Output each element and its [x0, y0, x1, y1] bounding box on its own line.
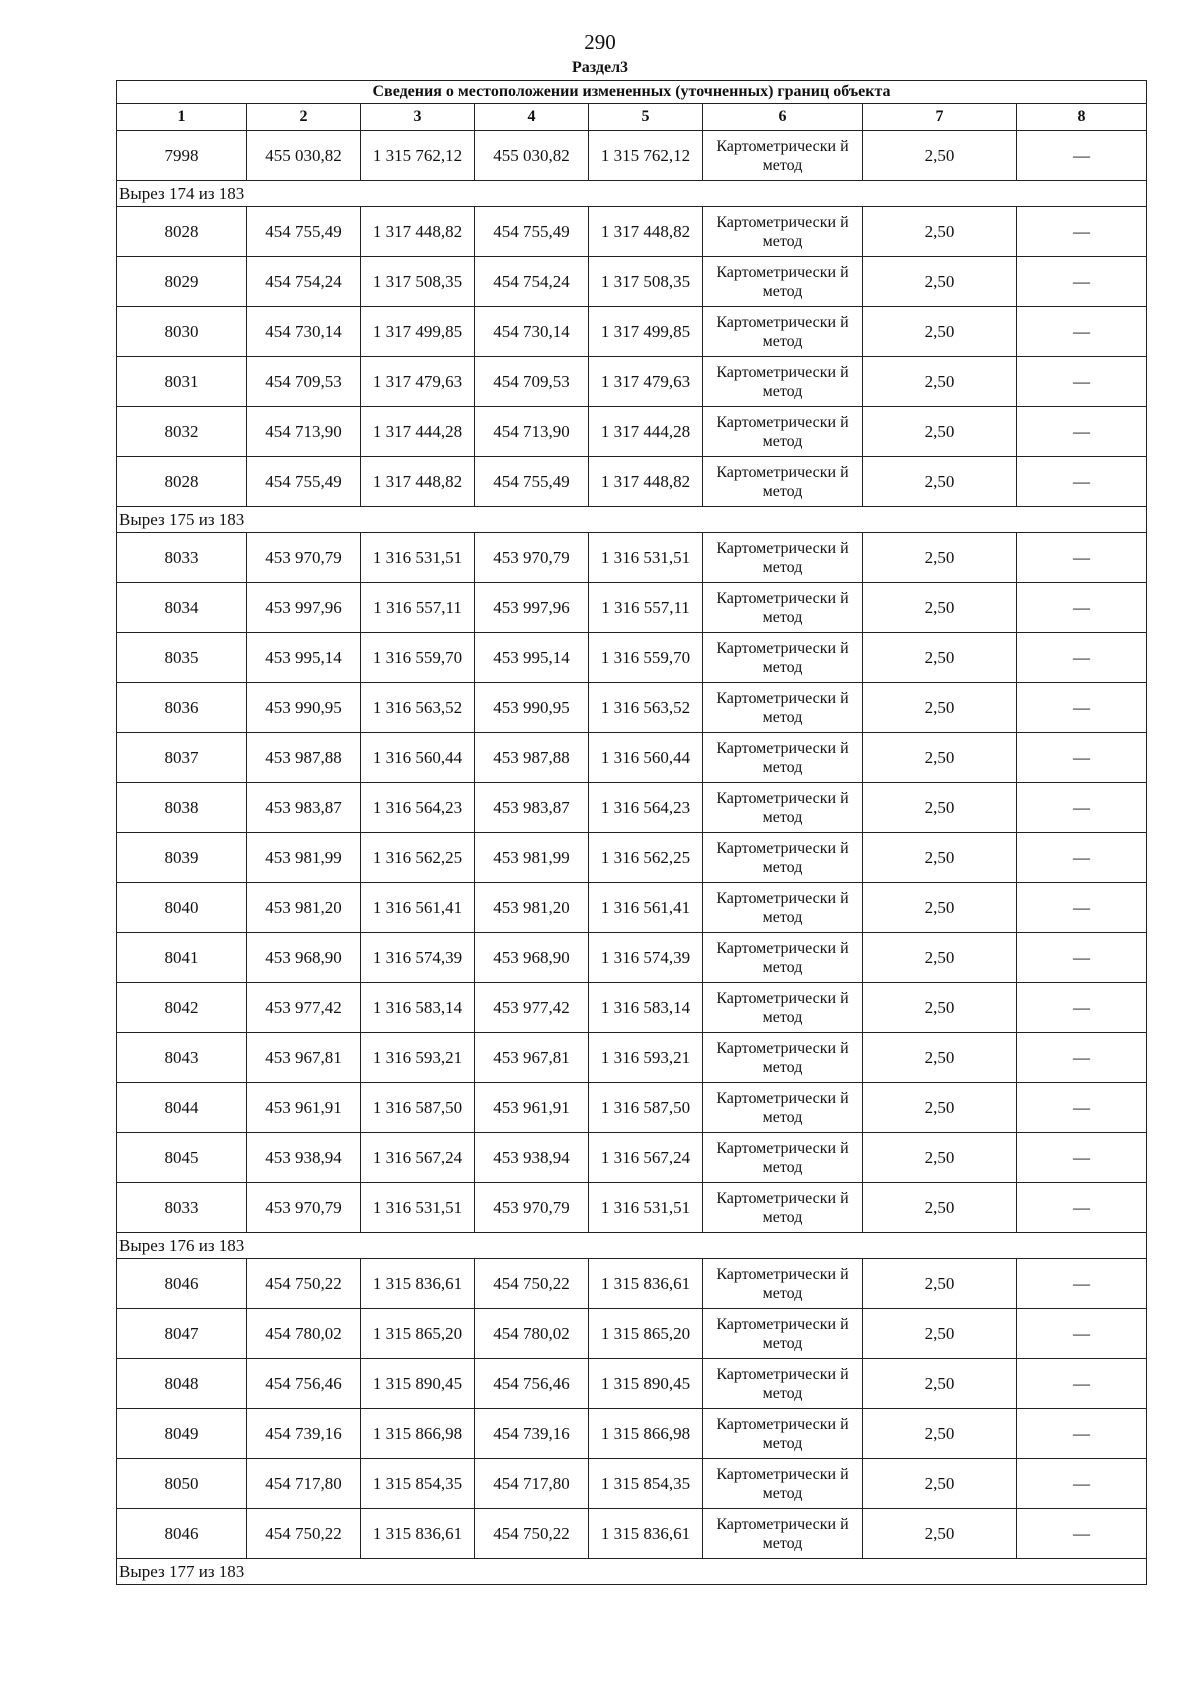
y-old-cell: 1 316 574,39: [361, 933, 475, 983]
x-old-cell: 454 756,46: [247, 1359, 361, 1409]
table-row: [117, 357, 1147, 407]
table-row: [117, 1033, 1147, 1083]
accuracy-cell: 2,50: [863, 1183, 1017, 1233]
y-new-cell: 1 317 444,28: [589, 407, 703, 457]
y-new-cell: 1 316 560,44: [589, 733, 703, 783]
x-old-cell: 453 967,81: [247, 1033, 361, 1083]
x-new-cell: 454 755,49: [475, 457, 589, 507]
y-old-cell: 1 315 854,35: [361, 1459, 475, 1509]
x-old-cell: 453 995,14: [247, 633, 361, 683]
x-new-cell: 453 995,14: [475, 633, 589, 683]
method-cell: Картометрически й метод: [703, 1509, 863, 1559]
point-number-cell: 8031: [117, 357, 247, 407]
note-cell: —: [1017, 131, 1147, 181]
table-row: [117, 1259, 1147, 1309]
note-cell: —: [1017, 257, 1147, 307]
note-cell: —: [1017, 1183, 1147, 1233]
point-number-cell: 8028: [117, 207, 247, 257]
y-new-cell: 1 316 583,14: [589, 983, 703, 1033]
note-cell: —: [1017, 683, 1147, 733]
note-cell: —: [1017, 783, 1147, 833]
column-number: 7: [863, 104, 1017, 131]
column-number: 1: [117, 104, 247, 131]
table-row: [117, 1359, 1147, 1409]
point-number-cell: 8037: [117, 733, 247, 783]
x-new-cell: 454 750,22: [475, 1259, 589, 1309]
point-number-cell: 8041: [117, 933, 247, 983]
x-new-cell: 454 730,14: [475, 307, 589, 357]
y-old-cell: 1 317 448,82: [361, 457, 475, 507]
note-cell: —: [1017, 1133, 1147, 1183]
x-new-cell: 453 981,99: [475, 833, 589, 883]
note-cell: —: [1017, 1033, 1147, 1083]
table-row: [117, 1133, 1147, 1183]
note-cell: —: [1017, 407, 1147, 457]
table-row: [117, 131, 1147, 181]
accuracy-cell: 2,50: [863, 683, 1017, 733]
column-number-row: [117, 104, 1147, 131]
table-row: [117, 1459, 1147, 1509]
accuracy-cell: 2,50: [863, 783, 1017, 833]
y-old-cell: 1 317 448,82: [361, 207, 475, 257]
method-cell: Картометрически й метод: [703, 883, 863, 933]
cut-section-label: Вырез 176 из 183: [117, 1233, 1147, 1259]
cut-section-row: [117, 1233, 1147, 1259]
point-number-cell: 8046: [117, 1259, 247, 1309]
method-cell: Картометрически й метод: [703, 1359, 863, 1409]
y-old-cell: 1 315 890,45: [361, 1359, 475, 1409]
accuracy-cell: 2,50: [863, 1409, 1017, 1459]
accuracy-cell: 2,50: [863, 883, 1017, 933]
section-title: Раздел3: [571, 59, 629, 76]
accuracy-cell: 2,50: [863, 1459, 1017, 1509]
note-cell: —: [1017, 1459, 1147, 1509]
y-old-cell: 1 316 587,50: [361, 1083, 475, 1133]
note-cell: —: [1017, 307, 1147, 357]
point-number-cell: 8033: [117, 1183, 247, 1233]
table-caption: Сведения о местоположении измененных (уточненных) границ объекта: [117, 81, 1147, 104]
x-old-cell: 454 754,24: [247, 257, 361, 307]
x-old-cell: 453 983,87: [247, 783, 361, 833]
x-new-cell: 453 990,95: [475, 683, 589, 733]
y-new-cell: 1 316 557,11: [589, 583, 703, 633]
note-cell: —: [1017, 833, 1147, 883]
accuracy-cell: 2,50: [863, 933, 1017, 983]
method-cell: Картометрически й метод: [703, 783, 863, 833]
method-cell: Картометрически й метод: [703, 933, 863, 983]
y-old-cell: 1 317 508,35: [361, 257, 475, 307]
accuracy-cell: 2,50: [863, 407, 1017, 457]
method-cell: Картометрически й метод: [703, 407, 863, 457]
accuracy-cell: 2,50: [863, 131, 1017, 181]
x-old-cell: 453 981,20: [247, 883, 361, 933]
y-new-cell: 1 316 564,23: [589, 783, 703, 833]
x-old-cell: 453 970,79: [247, 1183, 361, 1233]
x-new-cell: 453 983,87: [475, 783, 589, 833]
x-old-cell: 453 968,90: [247, 933, 361, 983]
accuracy-cell: 2,50: [863, 1133, 1017, 1183]
method-cell: Картометрически й метод: [703, 1083, 863, 1133]
note-cell: —: [1017, 533, 1147, 583]
table-row: [117, 407, 1147, 457]
note-cell: —: [1017, 1083, 1147, 1133]
method-cell: Картометрически й метод: [703, 1259, 863, 1309]
note-cell: —: [1017, 357, 1147, 407]
point-number-cell: 8045: [117, 1133, 247, 1183]
x-new-cell: 453 970,79: [475, 1183, 589, 1233]
point-number-cell: 8029: [117, 257, 247, 307]
method-cell: Картометрически й метод: [703, 207, 863, 257]
y-new-cell: 1 316 559,70: [589, 633, 703, 683]
y-new-cell: 1 316 563,52: [589, 683, 703, 733]
accuracy-cell: 2,50: [863, 1259, 1017, 1309]
note-cell: —: [1017, 1409, 1147, 1459]
table-row: [117, 883, 1147, 933]
x-old-cell: 454 750,22: [247, 1509, 361, 1559]
method-cell: Картометрически й метод: [703, 457, 863, 507]
note-cell: —: [1017, 1359, 1147, 1409]
cut-section-row: [117, 1559, 1147, 1585]
table-row: [117, 207, 1147, 257]
x-old-cell: 454 709,53: [247, 357, 361, 407]
method-cell: Картометрически й метод: [703, 307, 863, 357]
point-number-cell: 8043: [117, 1033, 247, 1083]
x-old-cell: 453 938,94: [247, 1133, 361, 1183]
method-cell: Картометрически й метод: [703, 983, 863, 1033]
point-number-cell: 8032: [117, 407, 247, 457]
table-row: [117, 1409, 1147, 1459]
cut-section-label: Вырез 177 из 183: [117, 1559, 1147, 1585]
x-old-cell: 453 981,99: [247, 833, 361, 883]
x-new-cell: 453 981,20: [475, 883, 589, 933]
y-new-cell: 1 315 836,61: [589, 1509, 703, 1559]
method-cell: Картометрически й метод: [703, 733, 863, 783]
method-cell: Картометрически й метод: [703, 1309, 863, 1359]
method-cell: Картометрически й метод: [703, 1459, 863, 1509]
y-new-cell: 1 315 762,12: [589, 131, 703, 181]
accuracy-cell: 2,50: [863, 533, 1017, 583]
note-cell: —: [1017, 207, 1147, 257]
x-old-cell: 454 755,49: [247, 207, 361, 257]
note-cell: —: [1017, 733, 1147, 783]
note-cell: —: [1017, 633, 1147, 683]
y-old-cell: 1 315 866,98: [361, 1409, 475, 1459]
y-old-cell: 1 316 557,11: [361, 583, 475, 633]
table-row: [117, 633, 1147, 683]
y-new-cell: 1 316 567,24: [589, 1133, 703, 1183]
y-old-cell: 1 316 563,52: [361, 683, 475, 733]
y-new-cell: 1 316 587,50: [589, 1083, 703, 1133]
y-old-cell: 1 316 559,70: [361, 633, 475, 683]
y-old-cell: 1 316 583,14: [361, 983, 475, 1033]
y-new-cell: 1 315 836,61: [589, 1259, 703, 1309]
note-cell: —: [1017, 983, 1147, 1033]
x-old-cell: 453 961,91: [247, 1083, 361, 1133]
y-new-cell: 1 316 561,41: [589, 883, 703, 933]
method-cell: Картометрически й метод: [703, 1033, 863, 1083]
method-cell: Картометрически й метод: [703, 1183, 863, 1233]
x-new-cell: 454 709,53: [475, 357, 589, 407]
method-cell: Картометрически й метод: [703, 357, 863, 407]
point-number-cell: 8028: [117, 457, 247, 507]
y-old-cell: 1 316 567,24: [361, 1133, 475, 1183]
method-cell: Картометрически й метод: [703, 833, 863, 883]
y-old-cell: 1 316 531,51: [361, 533, 475, 583]
point-number-cell: 8042: [117, 983, 247, 1033]
x-old-cell: 454 780,02: [247, 1309, 361, 1359]
note-cell: —: [1017, 583, 1147, 633]
accuracy-cell: 2,50: [863, 1509, 1017, 1559]
y-old-cell: 1 317 499,85: [361, 307, 475, 357]
y-new-cell: 1 315 866,98: [589, 1409, 703, 1459]
y-new-cell: 1 317 508,35: [589, 257, 703, 307]
method-cell: Картометрически й метод: [703, 533, 863, 583]
point-number-cell: 8048: [117, 1359, 247, 1409]
y-new-cell: 1 316 574,39: [589, 933, 703, 983]
x-new-cell: 453 961,91: [475, 1083, 589, 1133]
accuracy-cell: 2,50: [863, 983, 1017, 1033]
x-new-cell: 453 987,88: [475, 733, 589, 783]
accuracy-cell: 2,50: [863, 1033, 1017, 1083]
y-new-cell: 1 316 593,21: [589, 1033, 703, 1083]
point-number-cell: 8047: [117, 1309, 247, 1359]
y-old-cell: 1 315 836,61: [361, 1509, 475, 1559]
y-new-cell: 1 316 531,51: [589, 533, 703, 583]
column-number: 5: [589, 104, 703, 131]
accuracy-cell: 2,50: [863, 457, 1017, 507]
accuracy-cell: 2,50: [863, 633, 1017, 683]
y-new-cell: 1 317 448,82: [589, 457, 703, 507]
x-new-cell: 454 756,46: [475, 1359, 589, 1409]
x-new-cell: 453 968,90: [475, 933, 589, 983]
x-old-cell: 454 717,80: [247, 1459, 361, 1509]
accuracy-cell: 2,50: [863, 1359, 1017, 1409]
table-row: [117, 783, 1147, 833]
accuracy-cell: 2,50: [863, 1083, 1017, 1133]
column-number: 3: [361, 104, 475, 131]
method-cell: Картометрически й метод: [703, 683, 863, 733]
point-number-cell: 8030: [117, 307, 247, 357]
x-new-cell: 454 713,90: [475, 407, 589, 457]
x-new-cell: 454 739,16: [475, 1409, 589, 1459]
y-new-cell: 1 317 479,63: [589, 357, 703, 407]
column-number: 4: [475, 104, 589, 131]
x-old-cell: 453 987,88: [247, 733, 361, 783]
x-old-cell: 454 739,16: [247, 1409, 361, 1459]
x-new-cell: 454 717,80: [475, 1459, 589, 1509]
y-old-cell: 1 316 564,23: [361, 783, 475, 833]
note-cell: —: [1017, 1309, 1147, 1359]
point-number-cell: 8046: [117, 1509, 247, 1559]
y-old-cell: 1 317 479,63: [361, 357, 475, 407]
method-cell: Картометрически й метод: [703, 1133, 863, 1183]
x-old-cell: 454 755,49: [247, 457, 361, 507]
x-old-cell: 453 970,79: [247, 533, 361, 583]
table-row: [117, 833, 1147, 883]
x-new-cell: 453 938,94: [475, 1133, 589, 1183]
cut-section-label: Вырез 175 из 183: [117, 507, 1147, 533]
table-row: [117, 1183, 1147, 1233]
y-old-cell: 1 315 865,20: [361, 1309, 475, 1359]
column-number: 8: [1017, 104, 1147, 131]
x-new-cell: 454 780,02: [475, 1309, 589, 1359]
table-row: [117, 1309, 1147, 1359]
x-old-cell: 453 977,42: [247, 983, 361, 1033]
accuracy-cell: 2,50: [863, 257, 1017, 307]
table-row: [117, 307, 1147, 357]
table-row: [117, 583, 1147, 633]
accuracy-cell: 2,50: [863, 583, 1017, 633]
point-number-cell: 8035: [117, 633, 247, 683]
x-old-cell: 453 997,96: [247, 583, 361, 633]
boundary-table: [116, 80, 1147, 1585]
page-number: 290: [584, 30, 616, 54]
x-old-cell: 454 713,90: [247, 407, 361, 457]
method-cell: Картометрически й метод: [703, 257, 863, 307]
note-cell: —: [1017, 1509, 1147, 1559]
x-old-cell: 453 990,95: [247, 683, 361, 733]
column-number: 6: [703, 104, 863, 131]
note-cell: —: [1017, 933, 1147, 983]
x-new-cell: 453 997,96: [475, 583, 589, 633]
x-new-cell: 454 755,49: [475, 207, 589, 257]
x-old-cell: 454 730,14: [247, 307, 361, 357]
accuracy-cell: 2,50: [863, 207, 1017, 257]
cut-section-row: [117, 507, 1147, 533]
accuracy-cell: 2,50: [863, 1309, 1017, 1359]
x-new-cell: 455 030,82: [475, 131, 589, 181]
y-old-cell: 1 316 561,41: [361, 883, 475, 933]
point-number-cell: 8033: [117, 533, 247, 583]
y-new-cell: 1 317 499,85: [589, 307, 703, 357]
x-old-cell: 455 030,82: [247, 131, 361, 181]
y-new-cell: 1 315 865,20: [589, 1309, 703, 1359]
point-number-cell: 7998: [117, 131, 247, 181]
y-old-cell: 1 316 562,25: [361, 833, 475, 883]
table-row: [117, 1083, 1147, 1133]
column-number: 2: [247, 104, 361, 131]
y-new-cell: 1 315 890,45: [589, 1359, 703, 1409]
x-new-cell: 454 750,22: [475, 1509, 589, 1559]
table-row: [117, 1509, 1147, 1559]
point-number-cell: 8040: [117, 883, 247, 933]
x-new-cell: 453 970,79: [475, 533, 589, 583]
point-number-cell: 8034: [117, 583, 247, 633]
table-row: [117, 533, 1147, 583]
y-new-cell: 1 316 562,25: [589, 833, 703, 883]
y-old-cell: 1 315 762,12: [361, 131, 475, 181]
method-cell: Картометрически й метод: [703, 633, 863, 683]
point-number-cell: 8038: [117, 783, 247, 833]
x-new-cell: 453 977,42: [475, 983, 589, 1033]
y-old-cell: 1 316 560,44: [361, 733, 475, 783]
table-row: [117, 457, 1147, 507]
y-old-cell: 1 315 836,61: [361, 1259, 475, 1309]
point-number-cell: 8049: [117, 1409, 247, 1459]
point-number-cell: 8050: [117, 1459, 247, 1509]
table-row: [117, 983, 1147, 1033]
point-number-cell: 8036: [117, 683, 247, 733]
method-cell: Картометрически й метод: [703, 131, 863, 181]
note-cell: —: [1017, 883, 1147, 933]
cut-section-row: [117, 181, 1147, 207]
x-new-cell: 454 754,24: [475, 257, 589, 307]
point-number-cell: 8039: [117, 833, 247, 883]
table-row: [117, 933, 1147, 983]
y-new-cell: 1 317 448,82: [589, 207, 703, 257]
table-row: [117, 733, 1147, 783]
accuracy-cell: 2,50: [863, 733, 1017, 783]
y-old-cell: 1 317 444,28: [361, 407, 475, 457]
x-new-cell: 453 967,81: [475, 1033, 589, 1083]
y-old-cell: 1 316 531,51: [361, 1183, 475, 1233]
table-caption-row: [117, 81, 1147, 104]
accuracy-cell: 2,50: [863, 833, 1017, 883]
note-cell: —: [1017, 457, 1147, 507]
cut-section-label: Вырез 174 из 183: [117, 181, 1147, 207]
y-new-cell: 1 316 531,51: [589, 1183, 703, 1233]
accuracy-cell: 2,50: [863, 307, 1017, 357]
table-row: [117, 257, 1147, 307]
note-cell: —: [1017, 1259, 1147, 1309]
method-cell: Картометрически й метод: [703, 1409, 863, 1459]
x-old-cell: 454 750,22: [247, 1259, 361, 1309]
point-number-cell: 8044: [117, 1083, 247, 1133]
table-row: [117, 683, 1147, 733]
method-cell: Картометрически й метод: [703, 583, 863, 633]
y-new-cell: 1 315 854,35: [589, 1459, 703, 1509]
y-old-cell: 1 316 593,21: [361, 1033, 475, 1083]
accuracy-cell: 2,50: [863, 357, 1017, 407]
